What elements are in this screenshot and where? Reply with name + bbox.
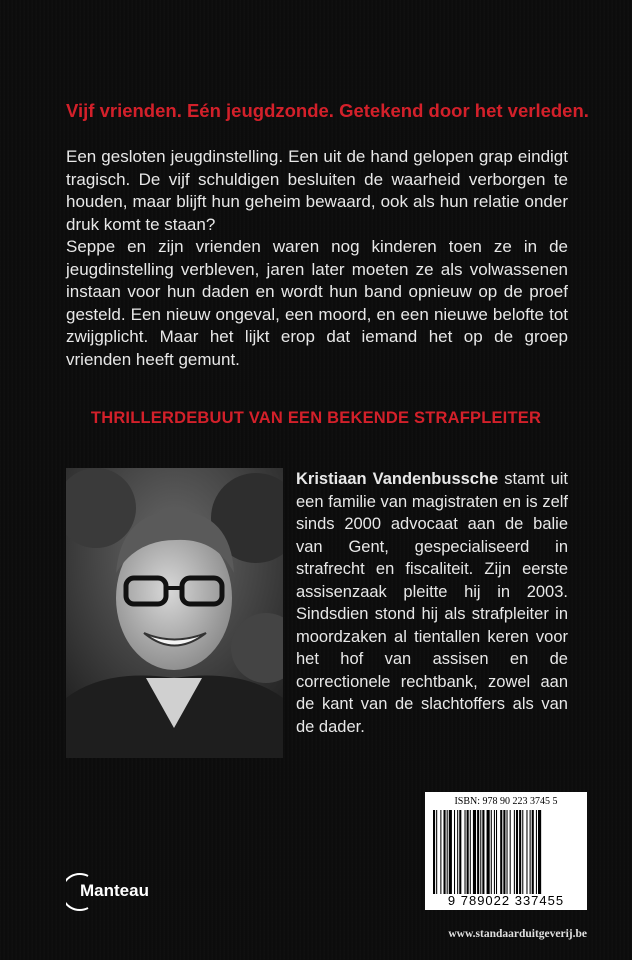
barcode-bar bbox=[433, 810, 435, 894]
barcode-bar bbox=[516, 810, 518, 894]
barcode-bars bbox=[431, 810, 581, 894]
barcode-bar bbox=[487, 810, 490, 894]
barcode-bar bbox=[467, 810, 469, 894]
barcode-bar bbox=[500, 810, 502, 894]
blurb bbox=[66, 146, 568, 371]
blurb-paragraph-2: Seppe en zijn vrienden waren nog kinderen toen ze in de jeugdinstelling verbleven, jaren later moeten ze als volwassenen instaan voor hun daden en wordt hun band opnieuw op de proef gesteld. Een nieuw ongeval, een moord, en een nieuwe belofte tot zwijgplicht. Maar het lijkt erop dat iemand het op de groep vrienden heeft gemunt. bbox=[66, 237, 568, 369]
barcode-bar bbox=[503, 810, 505, 894]
tagline: Vijf vrienden. Eén jeugdzonde. Getekend door het verleden. bbox=[66, 100, 589, 121]
blurb-paragraph-1: Een gesloten jeugdinstelling. Een uit de hand gelopen grap eindigt tragisch. De vijf schuldigen besluiten de waarheid verborgen te houden, maar blijft hun geheim bewaard, ook als hun relatie onder druk komt te staan? bbox=[66, 147, 568, 234]
author-name: Kristiaan Vandenbussche bbox=[296, 470, 499, 488]
barcode-bar bbox=[494, 810, 495, 894]
barcode-bar bbox=[449, 810, 452, 894]
author-photo bbox=[66, 468, 283, 758]
barcode-bar bbox=[496, 810, 497, 894]
barcode-bar bbox=[457, 810, 458, 894]
publisher-logo bbox=[66, 872, 176, 912]
barcode-bar bbox=[459, 810, 461, 894]
barcode-bar bbox=[522, 810, 523, 894]
barcode-bar bbox=[465, 810, 466, 894]
barcode-bar bbox=[440, 810, 441, 894]
author-bio-text: stamt uit een familie van magistraten en is zelf sinds 2000 advocaat aan de balie van Gent, gespecialiseerd in strafrecht en fiscaliteit. Zijn eerste assisenzaak pleitte hij in 2003. Sindsdien stond hij als strafpleiter in moordzaken al tientallen keren voor het hof van assisen en de correctionele rechtbank, zowel aan de kant van de slachtoffers als van de dader. bbox=[296, 470, 568, 736]
barcode-bar bbox=[519, 810, 521, 894]
barcode-bar bbox=[491, 810, 492, 894]
barcode-bar bbox=[530, 810, 531, 894]
barcode-bar bbox=[444, 810, 446, 894]
isbn-barcode bbox=[425, 792, 587, 910]
author-portrait-image bbox=[66, 468, 283, 758]
subheading: THRILLERDEBUUT VAN EEN BEKENDE STRAFPLEITER bbox=[90, 409, 542, 427]
barcode-bar bbox=[532, 810, 534, 894]
barcode-bar bbox=[538, 810, 541, 894]
publisher-name: Manteau bbox=[80, 881, 149, 900]
barcode-bar bbox=[470, 810, 471, 894]
barcode-bar bbox=[482, 810, 484, 894]
barcode-bar bbox=[454, 810, 455, 894]
barcode-bar bbox=[477, 810, 479, 894]
publisher-website: www.standaarduitgeverij.be bbox=[448, 928, 587, 940]
author-bio bbox=[296, 468, 568, 738]
barcode-bar bbox=[447, 810, 448, 894]
barcode-bar bbox=[536, 810, 537, 894]
barcode-bar bbox=[514, 810, 515, 894]
isbn-label: ISBN: 978 90 223 3745 5 bbox=[454, 796, 558, 807]
barcode-bar bbox=[526, 810, 527, 894]
barcode-bar bbox=[510, 810, 511, 894]
barcode-bar bbox=[507, 810, 508, 894]
barcode-digits: 9 789022 337455 bbox=[447, 893, 565, 908]
barcode-bar bbox=[480, 810, 481, 894]
barcode-bar bbox=[473, 810, 476, 894]
barcode-bar bbox=[436, 810, 437, 894]
